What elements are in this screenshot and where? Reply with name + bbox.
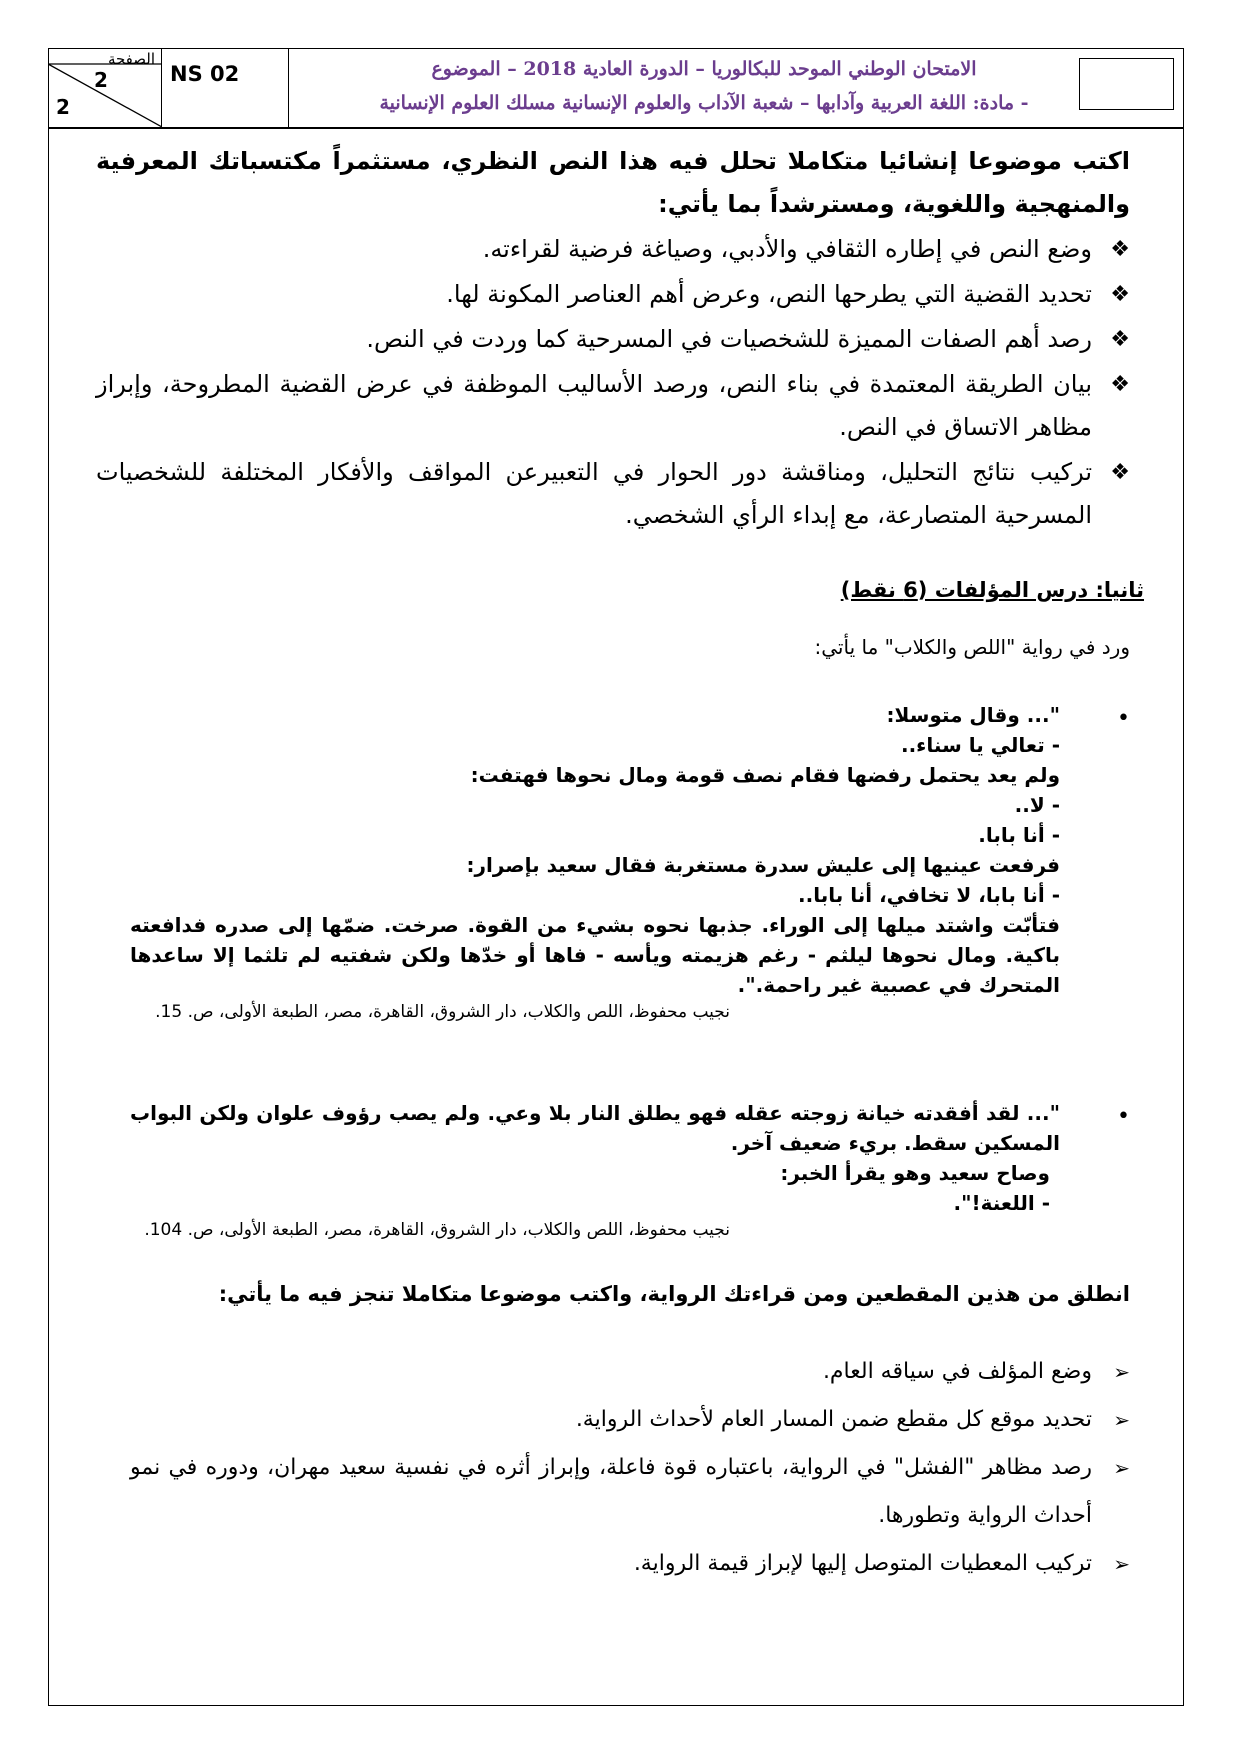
excerpt-line: "... وقال متوسلا: bbox=[886, 703, 1060, 727]
excerpt-line: "... لقد أفقدته خيانة زوجته عقله فهو يطلق النار بلا وعي. ولم يصب رؤوف علوان ولكن البواب المسكين سقط. بريء ضعيف آخر. bbox=[130, 1101, 1060, 1155]
diamond-icon: ❖ bbox=[1110, 327, 1130, 352]
diamond-icon: ❖ bbox=[1110, 237, 1130, 262]
excerpt-line: - اللعنة!". bbox=[953, 1191, 1050, 1215]
list-item: ❖ رصد أهم الصفات المميزة للشخصيات في المسرحية كما وردت في النص. bbox=[96, 318, 1130, 361]
excerpt-line: وصاح سعيد وهو يقرأ الخبر: bbox=[780, 1161, 1050, 1185]
part1-intro: اكتب موضوعا إنشائيا متكاملا تحلل فيه هذا النص النظري، مستثمراً مكتسباتك المعرفية والمنهجية واللغوية، ومسترشداً بما يأتي: bbox=[96, 147, 1130, 218]
task-intro: انطلق من هذين المقطعين ومن قراءتك الرواية، واكتب موضوعا متكاملا تنجز فيه ما يأتي: bbox=[218, 1282, 1130, 1306]
exam-title-line2: - مادة: اللغة العربية وآدابها – شعبة الآداب والعلوم الإنسانية مسلك العلوم الإنسانية bbox=[379, 92, 1029, 114]
exam-title-line1: الامتحان الوطني الموحد للبكالوريا – الدورة العادية 2018 – الموضوع bbox=[431, 58, 977, 80]
excerpt-1 bbox=[130, 700, 1130, 1022]
arrow-icon: ➢ bbox=[1113, 1360, 1130, 1384]
page-total: 2 bbox=[56, 95, 70, 119]
list-item: ➢ رصد مظاهر "الفشل" في الرواية، باعتباره قوة فاعلة، وإبراز أثره في نفسية سعيد مهران، ودوره في نمو أحداث الرواية وتطورها. bbox=[130, 1444, 1130, 1540]
bullet-icon: • bbox=[1117, 706, 1130, 731]
list-item: ➢ تركيب المعطيات المتوصل إليها لإبراز قيمة الرواية. bbox=[130, 1540, 1130, 1588]
excerpt-2 bbox=[130, 1098, 1130, 1240]
exam-title-block bbox=[289, 48, 1119, 127]
diamond-icon: ❖ bbox=[1110, 372, 1130, 397]
part1-section bbox=[96, 140, 1150, 539]
diamond-icon: ❖ bbox=[1110, 282, 1130, 307]
list-item: ❖ تركيب نتائج التحليل، ومناقشة دور الحوار في التعبيرعن المواقف والأفكار المختلفة للشخصيات المسرحية المتصارعة، مع إبداء الرأي الشخصي. bbox=[96, 451, 1130, 537]
list-item: ➢ وضع المؤلف في سياقه العام. bbox=[130, 1348, 1130, 1396]
page-number: 2 bbox=[94, 68, 108, 92]
page-label: الصفحة bbox=[107, 50, 155, 68]
list-item: ❖ تحديد القضية التي يطرحها النص، وعرض أهم العناصر المكونة لها. bbox=[96, 273, 1130, 316]
excerpt-line: فرفعت عينيها إلى عليش سدرة مستغربة فقال سعيد بإصرار: bbox=[466, 853, 1060, 877]
excerpt-line: - تعالي يا سناء.. bbox=[900, 733, 1060, 757]
part1-list bbox=[96, 228, 1150, 537]
list-item: ➢ تحديد موقع كل مقطع ضمن المسار العام لأحداث الرواية. bbox=[130, 1396, 1130, 1444]
citation-1: نجيب محفوظ، اللص والكلاب، دار الشروق، القاهرة، مصر، الطبعة الأولى، ص. 15. bbox=[155, 1002, 730, 1022]
diamond-icon: ❖ bbox=[1110, 460, 1130, 485]
excerpt-line: - أنا بابا، لا تخافي، أنا بابا.. bbox=[798, 883, 1060, 907]
list-item: ❖ وضع النص في إطاره الثقافي والأدبي، وصياغة فرضية لقراءته. bbox=[96, 228, 1130, 271]
citation-2: نجيب محفوظ، اللص والكلاب، دار الشروق، القاهرة، مصر، الطبعة الأولى، ص. 104. bbox=[144, 1220, 730, 1240]
empty-box bbox=[1079, 58, 1174, 110]
arrow-icon: ➢ bbox=[1113, 1552, 1130, 1576]
arrow-icon: ➢ bbox=[1113, 1408, 1130, 1432]
excerpt-line: فتأبّت واشتد ميلها إلى الوراء. جذبها نحوه بشيء من القوة. صرخت. ضمّها إلى صدره فدافعته باكية. ومال نحوها ليلثم - رغم هزيمته ويأسه - فاها أو خدّها ولكن شفتيه لم تلثما إلا ساعدها المتحرك في عصبية غير راحمة.". bbox=[130, 913, 1060, 997]
exam-code: NS 02 bbox=[162, 48, 289, 127]
arrow-icon: ➢ bbox=[1113, 1456, 1130, 1480]
quote-intro: ورد في رواية "اللص والكلاب" ما يأتي: bbox=[814, 635, 1130, 659]
part2-title: ثانيا: درس المؤلفات (6 نقط) bbox=[840, 578, 1144, 602]
page-number-box bbox=[48, 48, 162, 127]
excerpt-line: - لا.. bbox=[1014, 793, 1060, 817]
list-item: ❖ بيان الطريقة المعتمدة في بناء النص، ورصد الأساليب الموظفة في عرض القضية المطروحة، وإبراز مظاهر الاتساق في النص. bbox=[96, 363, 1130, 449]
task-list bbox=[130, 1348, 1130, 1588]
bullet-icon: • bbox=[1117, 1104, 1130, 1129]
excerpt-line: ولم يعد يحتمل رفضها فقام نصف قومة ومال نحوها فهتفت: bbox=[470, 763, 1060, 787]
excerpt-line: - أنا بابا. bbox=[978, 823, 1060, 847]
exam-header bbox=[48, 48, 1184, 129]
